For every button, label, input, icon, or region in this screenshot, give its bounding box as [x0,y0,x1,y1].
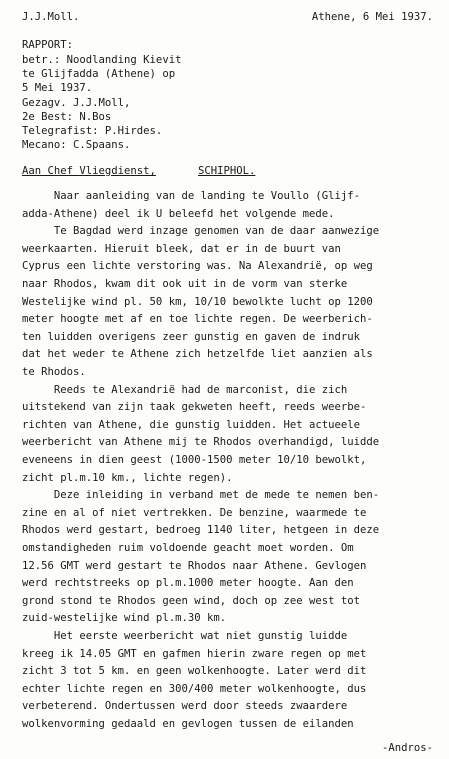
subject-line: 5 Mei 1937. [22,82,93,94]
subject-line: betr.: Noodlanding Kievit [22,54,182,66]
body-line: adda-Athene) deel ik U beleefd het volgende mede. [22,207,335,220]
body-line: Westelijke wind pl. 50 km, 10/10 bewolkte lucht op 1200 [22,295,373,308]
body-line: meter hoogte met af en toe lichte regen. De weerberich- [22,313,373,326]
crew-line: Mecano: C.Spaans. [22,139,131,151]
body-line: zine en al of niet vertrekken. De benzine, waarmede te [22,506,367,519]
body-line: te Rhodos. [22,366,86,378]
body-line: naar Rhodos, kwam dit ook uit in de vorm van sterke [22,278,348,290]
body-line: dat het weder te Athene zich hetzelfde liet aanzien als [22,348,373,361]
crew-line: Gezagv. J.J.Moll, [22,97,131,109]
author-line: J.J.Moll. [22,11,80,23]
crew-line: Telegrafist: P.Hirdes. [22,125,163,137]
place-date-line: Athene, 6 Mei 1937. [311,11,433,23]
body-line: zuid-westelijke wind pl.m.30 km. [22,612,227,625]
body-line: kreeg ik 14.05 GMT en gafmen hierin zware regen op met [22,647,367,660]
body-line: weerkaarten. Hieruit bleek, dat er in de buurt van [22,242,341,255]
body-line: Deze inleiding in verband met de mede te nemen ben- [22,489,380,502]
body-line: zicht 3 tot 5 km. en geen wolkenhoogte. Later werd dit [22,665,367,678]
body-line: echter lichte regen en 300/400 meter wolkenhoogte, dus [22,682,367,695]
location-line: SCHIPHOL. [198,165,256,177]
report-label: RAPPORT: [22,39,74,51]
addressee-line: Aan Chef Vliegdienst, [22,165,156,177]
body-line: zicht pl.m.10 km., lichte regen). [22,471,233,484]
body-line: werd rechtstreeks op pl.m.1000 meter hoogte. Aan den [22,577,354,590]
crew-line: 2e Best: N.Bos [22,111,112,123]
body-line: verbeterend. Ondertussen werd door steeds zwaardere [22,700,348,713]
body-line: Het eerste weerbericht wat niet gunstig luidde [22,630,348,642]
body-line: Cyprus een lichte verstoring was. Na Alexandrië, op weg [22,260,373,273]
body-line: weerbericht van Athene mij te Rhodos overhandigd, luidde [22,436,380,449]
body-line: ten luidden overigens zeer gunstig en gaven de indruk [22,330,361,343]
body-line: 12.56 GMT werd gestart te Rhodos naar Athene. Gevlogen [22,559,367,572]
body-line: wolkenvorming gedaald en gevlogen tussen de eilanden [22,718,354,730]
body-line: Reeds te Alexandrië had de marconist, die zich [22,383,348,396]
continuation-word: -Andros- [381,742,433,754]
body-line: Te Bagdad werd inzage genomen van de daar aanwezige [22,225,380,238]
body-line: omstandigheden ruim voldoende geacht moet worden. Om [22,542,354,554]
body-line: Rhodos werd gestart, bedroeg 1140 liter, hetgeen in deze [22,524,380,537]
body-line: Naar aanleiding van de landing te Voullo (Glijf- [22,190,361,202]
body-line: richten van Athene, die gunstig luidden. Het actueele [22,418,361,431]
subject-line: te Glijfadda (Athene) op [22,68,176,80]
body-line: uitstekend van zijn taak gekweten heeft, reeds weerbe- [22,401,367,414]
body-line: eveneens in dien geest (1000-1500 meter 10/10 bewolkt, [22,454,367,466]
body-line: grond stond te Rhodos geen wind, doch op zee west tot [22,594,361,607]
